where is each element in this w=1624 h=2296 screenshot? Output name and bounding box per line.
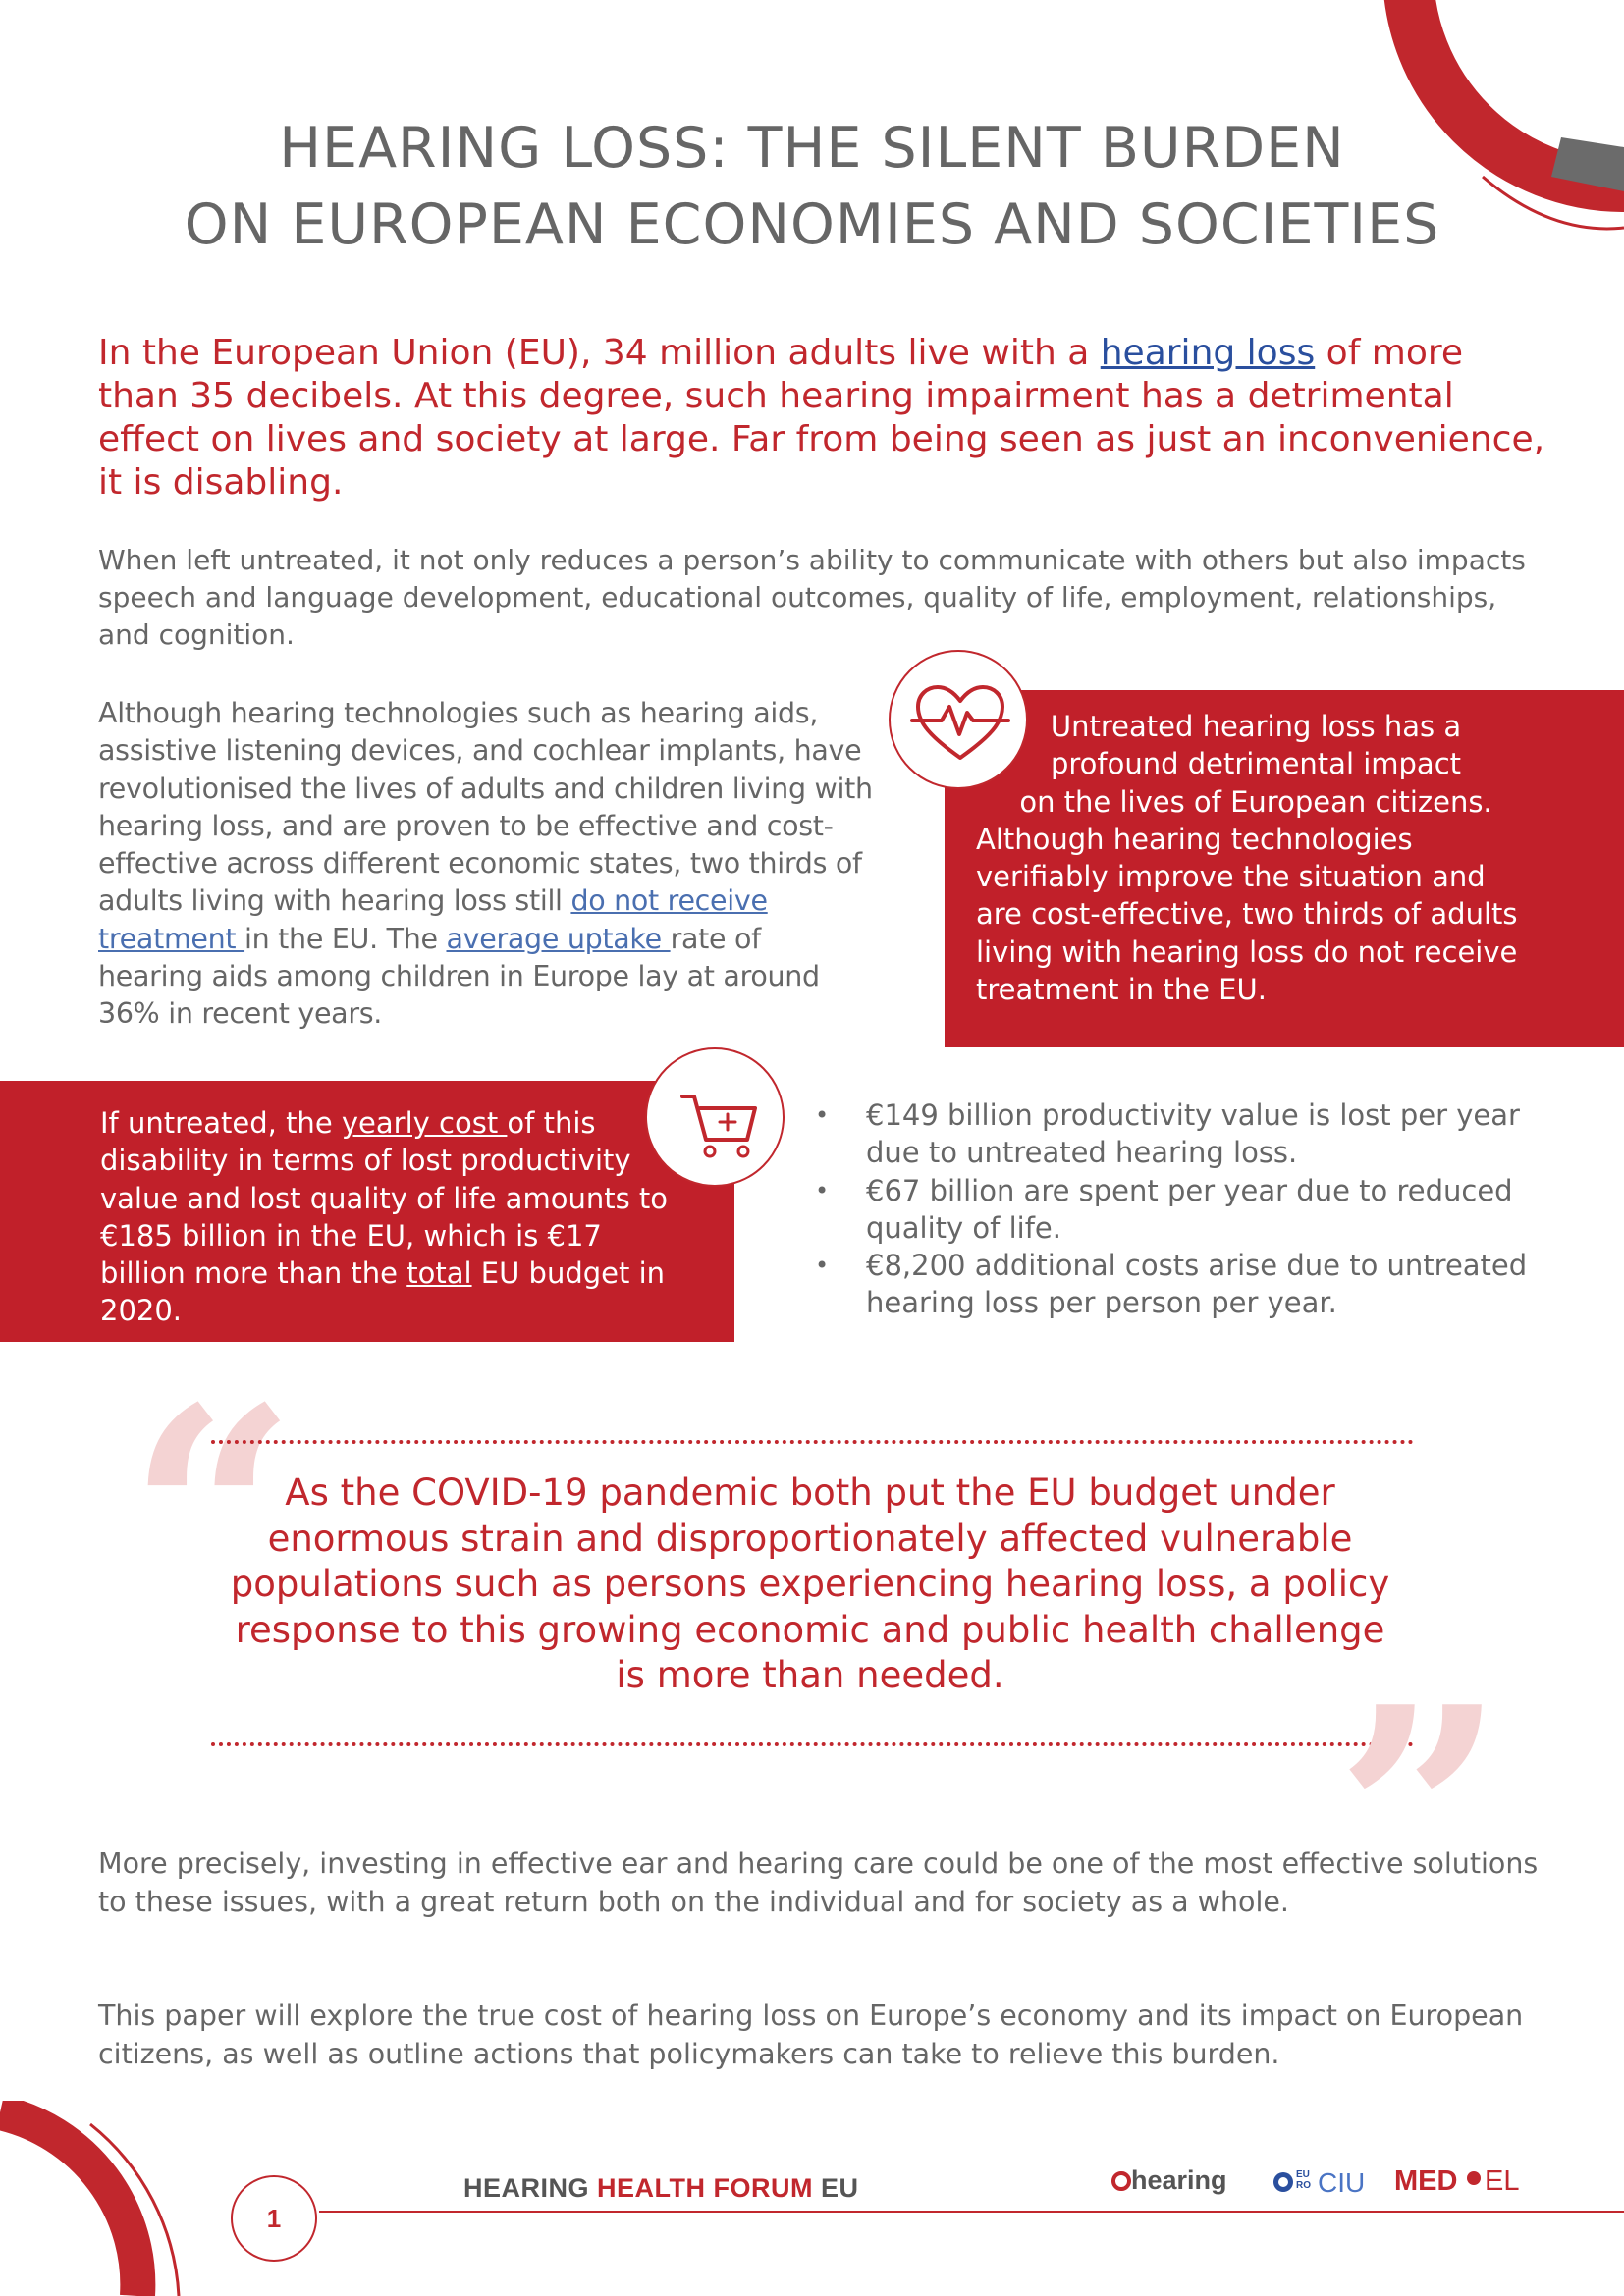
highlight-line-1: Untreated hearing loss has a	[1050, 710, 1462, 743]
list-item: • €67 billion are spent per year due to reduced quality of life.	[815, 1172, 1542, 1248]
close-quote-mark: ”	[1335, 1642, 1505, 1989]
corner-decoration-bottom	[0, 2101, 196, 2296]
hearing-logo-text: hearing	[1131, 2165, 1227, 2195]
cost-bullet-list	[815, 1096, 1542, 1322]
page-title-line-1: HEARING LOSS: THE SILENT BURDEN	[279, 116, 1345, 181]
average-uptake-link[interactable]: average uptake	[446, 922, 671, 955]
open-quote-mark: “	[128, 1343, 298, 1689]
intro-paragraph	[98, 332, 1551, 505]
page-number: 1	[231, 2175, 317, 2262]
paragraph-hearing-technologies	[98, 695, 874, 1034]
paragraph2-text-1: Although hearing technologies such as hearing aids, assistive listening devices, and cochlear implants, have revolutionised the lives of adults and children living with hearing loss, and are proven to be effective and cost-effective across different economic states, two thirds of adults living with hearing loss still	[98, 697, 873, 918]
total-underlined: total	[406, 1256, 472, 1291]
list-item: • €8,200 additional costs arise due to untreated hearing loss per person per year.	[815, 1247, 1542, 1322]
hearing-loss-link[interactable]: hearing loss	[1100, 333, 1316, 373]
page-title-line-2: ON EUROPEAN ECONOMIES AND SOCIETIES	[184, 192, 1440, 257]
do-not-receive-treatment-link[interactable]: do not receive treatment	[98, 884, 768, 955]
hearing-logo-mark-icon	[1111, 2171, 1131, 2191]
heartbeat-icon	[891, 652, 1030, 791]
yearly-cost-text	[100, 1104, 689, 1330]
euro-ciu-small-text: EU RO	[1296, 2169, 1311, 2191]
highlight-line-3: on the lives of European citizens.	[1019, 784, 1492, 819]
footer-rule	[319, 2211, 1624, 2213]
paragraph-investing: More precisely, investing in effective ear and hearing care could be one of the most effective solutions to these issues, with a great return both on the individual and for society as a whole.	[98, 1847, 1539, 1918]
heartbeat-icon-circle	[889, 650, 1028, 789]
paragraph-untreated-impact: When left untreated, it not only reduces a person’s ability to communicate with others but also impacts speech and language development, educational outcomes, quality of life, employment, relationships, and cognition.	[98, 544, 1526, 651]
cost-text-2: of this disability in terms of lost productivity value and lost quality of life amounts to €185 billion in the EU, which is €17 billion more than the	[100, 1106, 669, 1291]
highlight-box-text	[976, 708, 1536, 1008]
ciu-logo-text: CIU	[1318, 2167, 1366, 2198]
paragraph2-text-3: rate of hearing aids among children in Europe lay at around 36% in recent years.	[98, 922, 820, 1031]
highlight-line-2: profound detrimental impact	[1050, 747, 1462, 781]
paragraph-paper-scope: This paper will explore the true cost of hearing loss on Europe’s economy and its impact on European citizens, as well as outline actions that policymakers can take to relieve this burden.	[98, 2000, 1524, 2070]
shopping-cart-icon	[647, 1049, 786, 1189]
medel-mark-icon	[1465, 2169, 1483, 2187]
cost-text-1: If untreated, the	[100, 1106, 342, 1140]
medel-logo-text-2: EL	[1485, 2165, 1520, 2197]
cost-text-3: EU budget in 2020.	[100, 1256, 666, 1328]
yearly-cost-box	[0, 1081, 734, 1342]
paragraph2-text-2: in the EU. The	[244, 922, 447, 955]
cart-icon-circle	[645, 1047, 785, 1187]
forum-name-3: EU	[813, 2173, 859, 2203]
yearly-cost-link[interactable]: yearly cost	[341, 1106, 508, 1140]
page-title	[0, 110, 1624, 263]
list-item: • €149 billion productivity value is lost per year due to untreated hearing loss.	[815, 1096, 1542, 1172]
forum-name-1: HEARING	[463, 2173, 598, 2203]
euro-ciu-mark-icon	[1272, 2171, 1294, 2193]
hearing-logo	[1111, 2165, 1249, 2199]
medel-logo	[1394, 2165, 1532, 2199]
medel-logo-text-1: MED	[1394, 2165, 1458, 2197]
quote-bottom-divider	[211, 1742, 1414, 1746]
quote-top-divider	[211, 1440, 1414, 1444]
highlight-rest: Although hearing technologies verifiably improve the situation and are cost-effective, two thirds of adults living with hearing loss do not receive treatment in the EU.	[976, 822, 1518, 1007]
forum-name-2: HEALTH FORUM	[597, 2173, 813, 2203]
intro-text-2: of more than 35 decibels. At this degree, such hearing impairment has a detrimental effect on lives and society at large. Far from being seen as just an inconvenience, it is disabling.	[98, 333, 1545, 503]
euro-ciu-logo	[1272, 2167, 1371, 2201]
highlight-box-untreated	[945, 690, 1624, 1047]
forum-name	[463, 2173, 859, 2204]
pull-quote: As the COVID-19 pandemic both put the EU budget under enormous strain and disproportionately affected vulnerable populations such as persons experiencing hearing loss, a policy response to this growing economic and public health challenge is more than needed.	[230, 1471, 1390, 1696]
intro-text-1: In the European Union (EU), 34 million adults live with a	[98, 333, 1101, 373]
